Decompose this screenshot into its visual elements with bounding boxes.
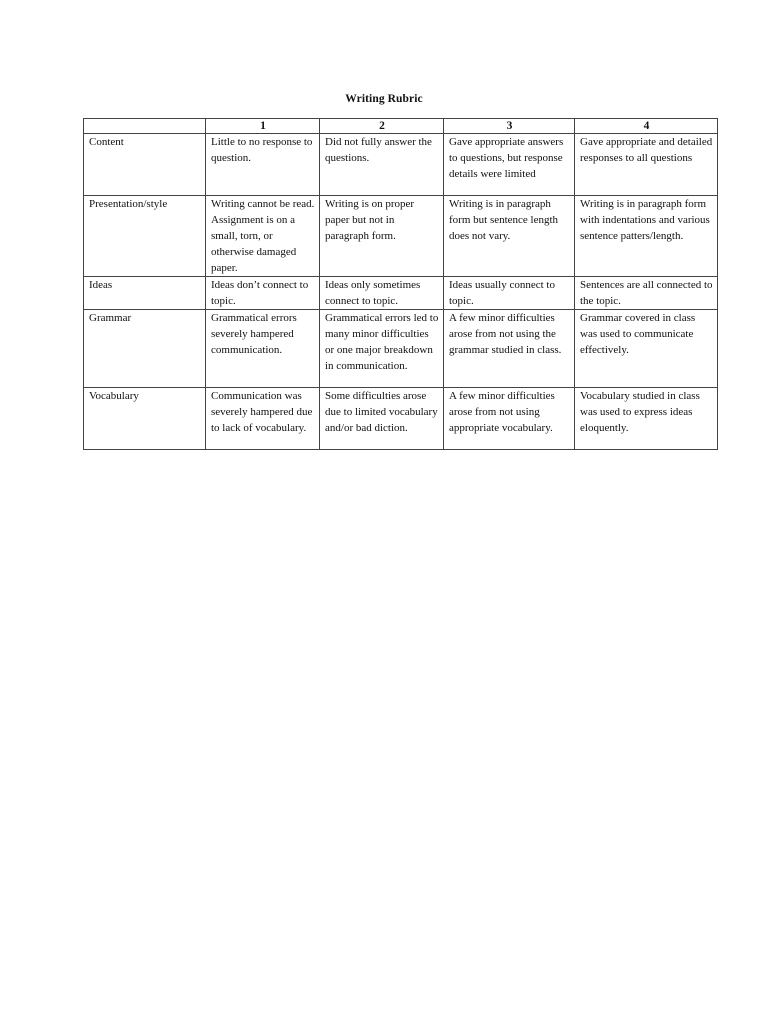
level-2-cell: Writing is on proper paper but not in paragraph form. — [320, 196, 444, 277]
criterion-label: Ideas — [84, 277, 206, 310]
level-2-cell: Some difficulties arose due to limited vocabulary and/or bad diction. — [320, 388, 444, 450]
rubric-row-ideas — [84, 277, 718, 310]
header-criterion — [84, 119, 206, 134]
level-1-cell: Little to no response to question. — [206, 134, 320, 196]
level-1-cell: Grammatical errors severely hampered communication. — [206, 310, 320, 388]
rubric-header-row — [84, 119, 718, 134]
level-3-cell: Ideas usually connect to topic. — [444, 277, 575, 310]
level-3-cell: Gave appropriate answers to questions, but response details were limited — [444, 134, 575, 196]
level-4-cell: Vocabulary studied in class was used to express ideas eloquently. — [575, 388, 718, 450]
rubric-row-vocabulary — [84, 388, 718, 450]
criterion-label: Presentation/style — [84, 196, 206, 277]
header-level-4: 4 — [575, 119, 718, 134]
header-level-2: 2 — [320, 119, 444, 134]
rubric-title: Writing Rubric — [345, 93, 423, 105]
level-4-cell: Grammar covered in class was used to communicate effectively. — [575, 310, 718, 388]
level-4-cell: Writing is in paragraph form with indentations and various sentence patters/length. — [575, 196, 718, 277]
level-2-cell: Ideas only sometimes connect to topic. — [320, 277, 444, 310]
level-3-cell: A few minor difficulties arose from not using appropriate vocabulary. — [444, 388, 575, 450]
level-4-cell: Sentences are all connected to the topic. — [575, 277, 718, 310]
level-2-cell: Did not fully answer the questions. — [320, 134, 444, 196]
header-level-3: 3 — [444, 119, 575, 134]
level-4-cell: Gave appropriate and detailed responses to all questions — [575, 134, 718, 196]
level-3-cell: Writing is in paragraph form but sentence length does not vary. — [444, 196, 575, 277]
level-1-cell: Ideas don’t connect to topic. — [206, 277, 320, 310]
level-1-cell: Communication was severely hampered due to lack of vocabulary. — [206, 388, 320, 450]
level-2-cell: Grammatical errors led to many minor difficulties or one major breakdown in communication. — [320, 310, 444, 388]
rubric-row-grammar — [84, 310, 718, 388]
criterion-label: Content — [84, 134, 206, 196]
rubric-row-presentation — [84, 196, 718, 277]
level-3-cell: A few minor difficulties arose from not using the grammar studied in class. — [444, 310, 575, 388]
criterion-label: Grammar — [84, 310, 206, 388]
level-1-cell: Writing cannot be read. Assignment is on a small, torn, or otherwise damaged paper. — [206, 196, 320, 277]
rubric-table — [83, 118, 718, 450]
header-level-1: 1 — [206, 119, 320, 134]
rubric-row-content — [84, 134, 718, 196]
criterion-label: Vocabulary — [84, 388, 206, 450]
